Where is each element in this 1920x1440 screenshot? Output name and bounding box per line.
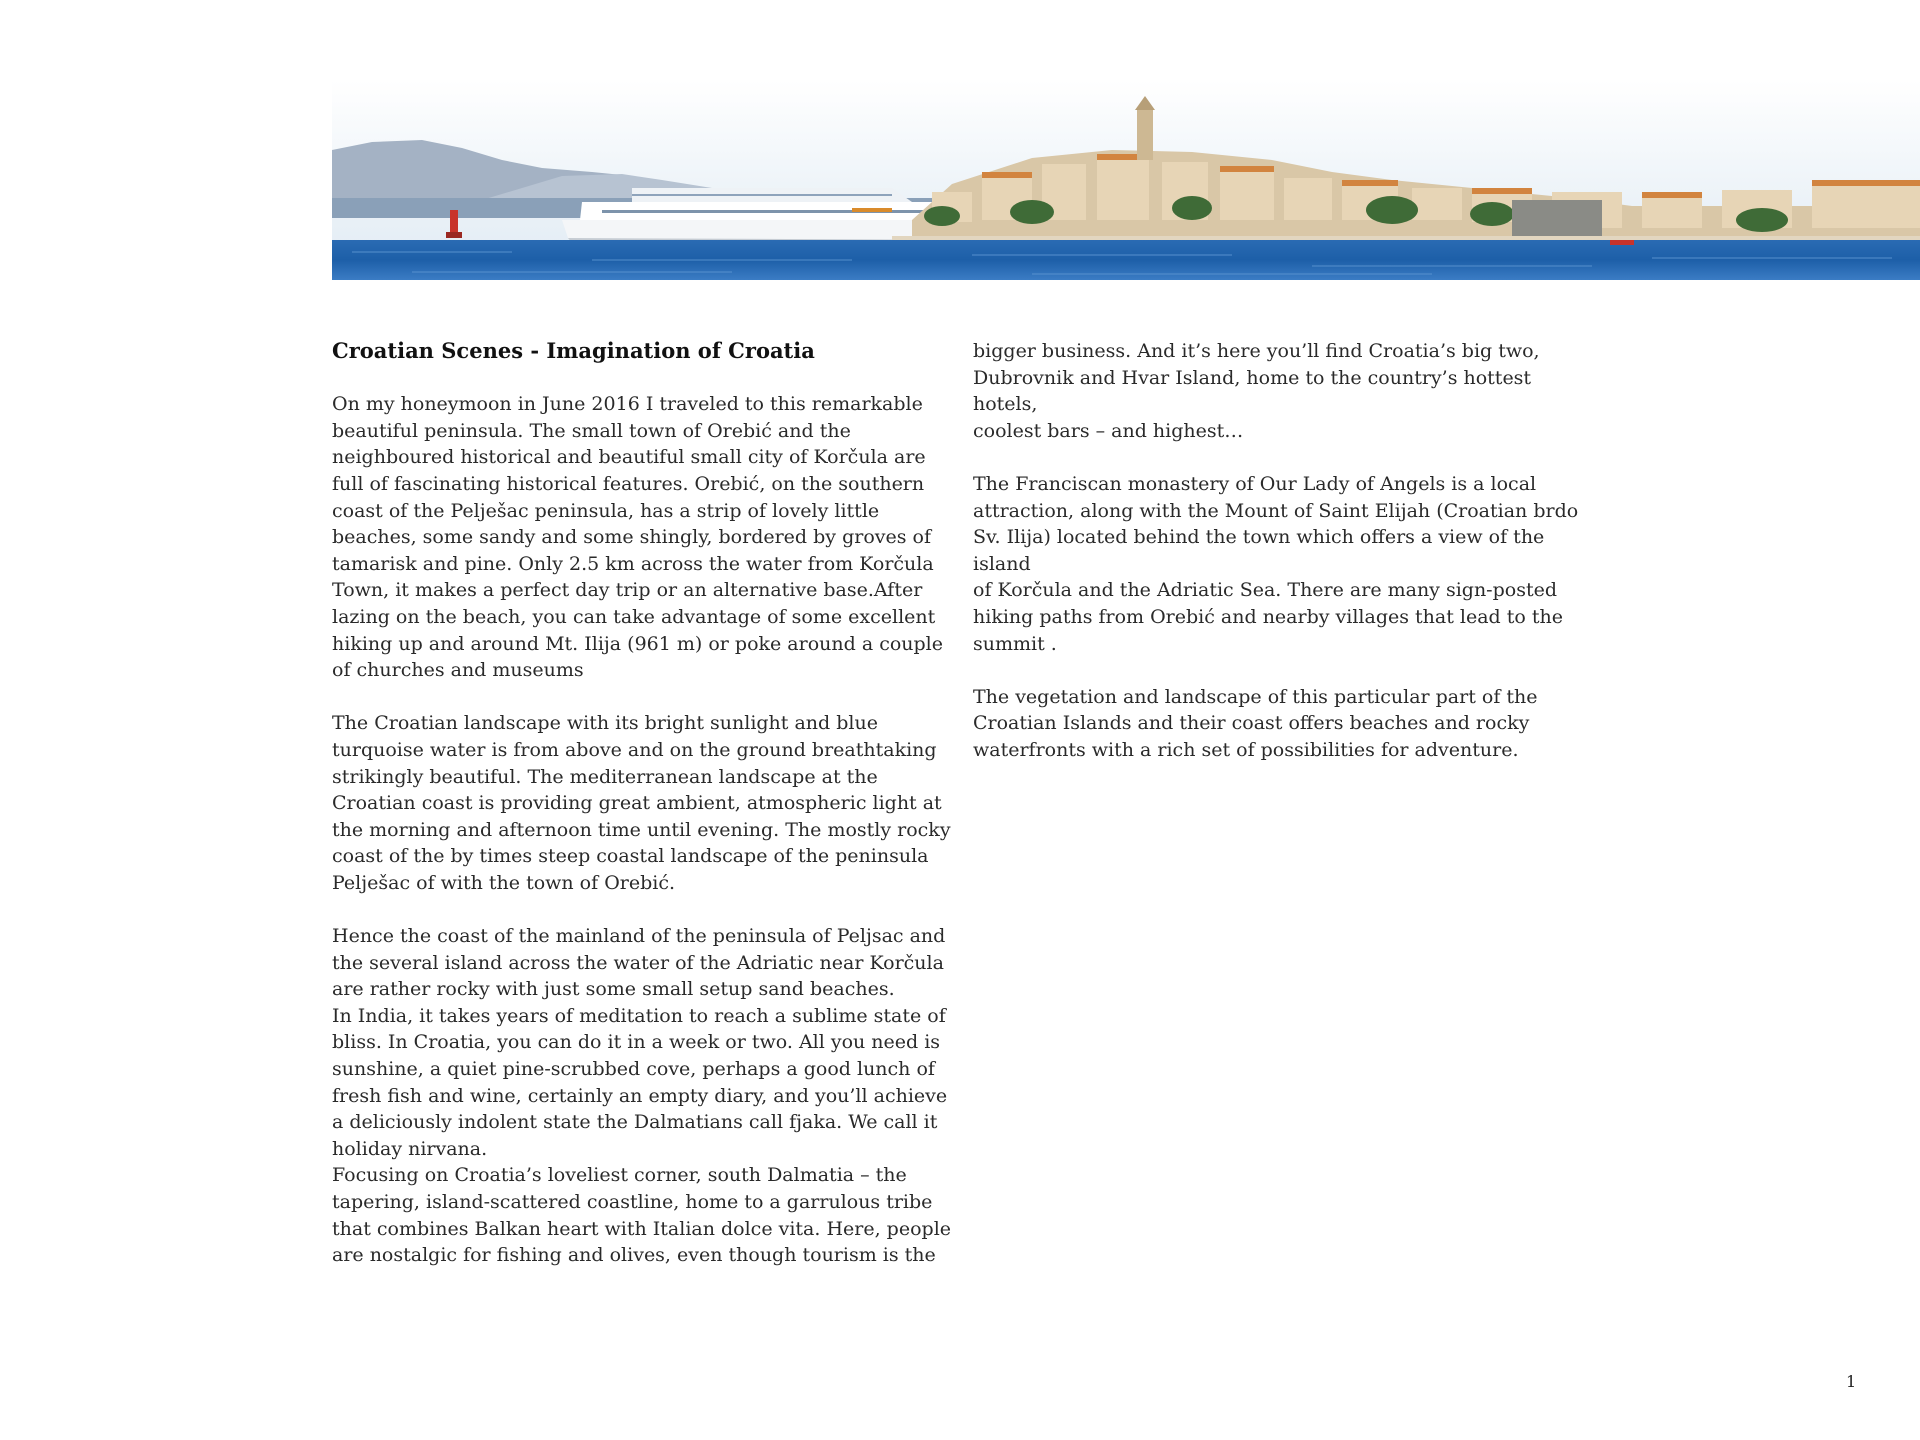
paragraph-monastery: The Franciscan monastery of Our Lady of Angels is a local attraction, along with the Mount of Saint Elijah (Croatian brdo Sv. Ilija) located behind the town which offers a view of the island of Korčula and the Adriatic Sea. There are many sign-posted hiking paths from Orebić and nearby villages that lead to the summit . [973,472,1579,655]
article-right-column [973,338,1593,764]
paragraph-landscape: The Croatian landscape with its bright sunlight and blue turquoise water is from above and on the ground breathtaking strikingly beautiful. The mediterranean landscape at the Croatian coast is providing great ambient, atmospheric light at the morning and afternoon time until evening. The mostly rocky coast of the by times steep coastal landscape of the peninsula Pelješac of with the town of Orebić. [332,712,951,894]
paragraph-honeymoon: On my honeymoon in June 2016 I traveled to this remarkable beautiful peninsula. The small town of Orebić and the neighboured historical and beautiful small city of Korčula are full of fascinating historical features. Orebić, on the southern coast of the Pelješac peninsula, has a strip of lovely little beaches, some sandy and some shingly, bordered by groves of tamarisk and pine. Only 2.5 km across the water from Korčula Town, it makes a perfect day trip or an alternative base.After lazing on the beach, you can take advantage of some excellent hiking up and around Mt. Ilija (961 m) or poke around a couple of churches and museums [332,393,943,682]
harbour-panorama-illustration [332,80,1920,280]
page-number: 1 [1846,1372,1857,1391]
header-banner-image [332,80,1920,280]
article-title: Croatian Scenes - Imagination of Croatia [332,338,815,363]
paragraph-vegetation: The vegetation and landscape of this particular part of the Croatian Islands and their coast offers beaches and rocky waterfronts with a rich set of possibilities for adventure. [973,685,1538,761]
paragraph-business: bigger business. And it’s here you’ll find Croatia’s big two, Dubrovnik and Hvar Island, home to the country’s hottest hotels, coolest bars – and highest… [973,340,1540,442]
article-left-column [332,338,952,1269]
paragraph-coast: Hence the coast of the mainland of the peninsula of Peljsac and the several island across the water of the Adriatic near Korčula are rather rocky with just some small setup sand beaches. In India, it takes years of meditation to reach a sublime state of bliss. In Croatia, you can do it in a week or two. All you need is sunshine, a quiet pine-scrubbed cove, perhaps a good lunch of fresh fish and wine, certainly an empty diary, and you’ll achieve a deliciously indolent state the Dalmatians call fjaka. We call it holiday nirvana. Focusing on Croatia’s loveliest corner, south Dalmatia – the tapering, island-scattered coastline, home to a garrulous tribe that combines Balkan heart with Italian dolce vita. Here, people are nostalgic for fishing and olives, even though tourism is the [332,925,952,1267]
